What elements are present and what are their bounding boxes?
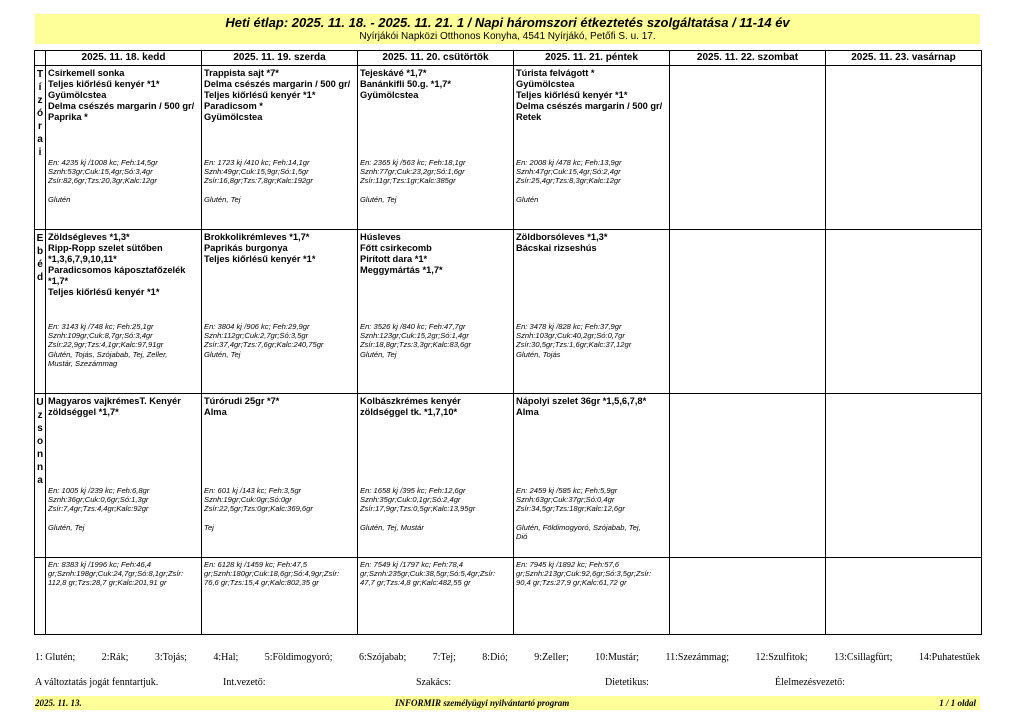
allergen-line: Glutén, Tej (360, 349, 397, 359)
nutrition-line: Sznh:123gr;Cuk:15,2gr;Só:1,4gr (360, 331, 469, 341)
food-item: Brokkolikrémleves *1,7* (204, 232, 310, 242)
day-header: 2025. 11. 23. vasárnap (826, 51, 982, 66)
meal-cell (826, 230, 982, 394)
nutrition-info (48, 486, 199, 532)
meal-cell (514, 394, 670, 558)
food-item: Banánkifli 50.g. *1,7* (360, 79, 451, 89)
corner-cell (35, 51, 46, 66)
day-header: 2025. 11. 20. csütörtök (358, 51, 514, 66)
meal-label-letter: é (37, 259, 43, 270)
allergen-legend-item: 9:Zeller; (534, 652, 569, 663)
nutrition-line: En: 601 kj /143 kc; Feh:3,5gr (204, 486, 302, 495)
food-item: Meggymártás *1,7* (360, 265, 443, 275)
nutrition-info (360, 158, 511, 204)
dietetikus-label: Dietetikus: (605, 677, 649, 688)
meal-cell (202, 66, 358, 230)
meal-label (35, 66, 46, 230)
meal-label-letter: z (37, 410, 43, 421)
nutrition-line: Sznh:63gr;Cuk:37gr;Só:0,4gr (516, 495, 615, 505)
allergen-line: Glutén, Tej (360, 194, 397, 204)
meal-cell (670, 230, 826, 394)
meal-label-letter: T (36, 69, 44, 80)
nutrition-line: En: 3478 kj /828 kc; Feh:37,9gr (516, 322, 622, 331)
nutrition-line: En: 1005 kj /239 kc; Feh:6,8gr (48, 486, 150, 495)
meal-label-letter: í (38, 82, 42, 93)
allergen-legend-item: 6:Szójabab; (359, 652, 407, 663)
food-item: Zöldségleves *1,3* (48, 232, 130, 242)
nutrition-info (204, 486, 355, 532)
meal-label-letter: a (37, 134, 43, 145)
meal-label-letter: z (37, 95, 43, 106)
food-item: Kolbászkrémes kenyér zöldséggel tk. *1,7,10* (360, 396, 461, 417)
page-footer (35, 696, 980, 710)
allergen-line: Glutén, Tej, Mustár (360, 522, 424, 532)
nutrition-line: Zsír:30,5gr;Tzs:1,6gr;Kalc:37,12gr (516, 340, 632, 350)
allergen-line: Glutén (516, 194, 539, 204)
food-item: Tejeskávé *1,7* (360, 68, 427, 78)
allergen-line: Glutén, Tej (48, 522, 85, 532)
daily-total-line: 47,7 gr;Tzs:4,8 gr;Kalc:482,55 gr (360, 578, 471, 588)
meal-label-letter: o (36, 436, 44, 447)
allergen-legend-item: 12:Szulfitok; (755, 652, 808, 663)
allergen-line: Glutén, Tojás (516, 349, 561, 359)
food-list (516, 396, 667, 418)
meal-cell (46, 394, 202, 558)
day-header: 2025. 11. 22. szombat (670, 51, 826, 66)
nutrition-line: Sznh:35gr;Cuk:0,1gr;Só:2,4gr (360, 495, 461, 505)
day-header: 2025. 11. 19. szerda (202, 51, 358, 66)
meal-cell (514, 230, 670, 394)
meal-label-letter: n (36, 449, 44, 460)
food-item: Csirkemell sonka (48, 68, 125, 78)
allergen-legend-item: 14:Puhatestűek (918, 652, 980, 663)
meal-row (35, 66, 982, 230)
meal-label-letter: s (37, 423, 43, 434)
food-item: Túrórudi 25gr *7* (204, 396, 280, 406)
weekly-menu-table (34, 50, 982, 635)
allergen-line: Glutén, Tej (204, 194, 241, 204)
day-header-row (35, 51, 982, 66)
food-item: Főtt csirkecomb (360, 243, 432, 253)
page-number: 1 / 1 oldal (939, 698, 976, 708)
allergen-legend-item: 2:Rák; (101, 652, 129, 663)
allergen-legend-item: 4:Hal; (213, 652, 239, 663)
nutrition-line: Sznh:49gr;Cuk:15,9gr;Só:1,5gr (204, 167, 309, 177)
meal-label-letter: ó (36, 108, 44, 119)
daily-total-line: 112,8 gr;Tzs:28,7 gr;Kalc:201,91 gr (48, 578, 167, 588)
daily-total-line: En: 7945 kj /1892 kc; Feh:57,6 (516, 560, 620, 569)
food-item: Teljes kiőrlésű kenyér *1* (48, 287, 160, 297)
nutrition-info (48, 158, 199, 204)
allergen-line: Glutén, Tej (204, 349, 241, 359)
allergen-legend (35, 652, 980, 663)
meal-label-letter: i (38, 147, 42, 158)
daily-total-line: En: 8383 kj /1996 kc; Feh:46,4 (48, 560, 152, 569)
food-item: Gyümölcstea (516, 79, 575, 89)
food-item: Paradicsomos káposztafőzelék *1,7* (48, 265, 186, 286)
nutrition-line: En: 3804 kj /906 kc; Feh:29,9gr (204, 322, 310, 331)
nutrition-line: Sznh:77gr;Cuk:23,2gr;Só:1,6gr (360, 167, 465, 177)
food-item: Túrista felvágott * (516, 68, 595, 78)
totals-label-cell (35, 558, 46, 635)
food-item: Nápolyi szelet 36gr *1,5,6,7,8* (516, 396, 647, 406)
daily-total-cell (358, 558, 514, 635)
nutrition-line: Sznh:47gr;Cuk:15,4gr;Só:2,4gr (516, 167, 621, 177)
nutrition-line: Zsír:22,5gr;Tzs:0gr;Kalc:369,6gr (204, 504, 313, 514)
food-list (48, 232, 199, 298)
food-item: Gyümölcstea (360, 90, 419, 100)
nutrition-line: Zsír:25,4gr;Tzs:8,3gr;Kalc:12gr (516, 176, 621, 186)
nutrition-info (48, 322, 199, 368)
meal-cell (514, 66, 670, 230)
menu-title: Heti étlap: 2025. 11. 18. - 2025. 11. 21. 1 / Napi háromszori étkeztetés szolgáltatása / 11-14 év (225, 15, 790, 30)
daily-total-line: gr;Sznh:235gr;Cuk:38,5gr;Só:5,4gr;Zsír: (360, 569, 496, 579)
signature-line (35, 677, 980, 691)
daily-total-line: gr;Sznh:180gr;Cuk:18,6gr;Só:4,9gr;Zsír: (204, 569, 340, 579)
meal-label-letter: a (37, 475, 43, 486)
meal-label-letter: b (36, 246, 44, 257)
nutrition-info (516, 486, 667, 541)
food-item: Magyaros vajkrémesT. Kenyér zöldséggel *1,7* (48, 396, 181, 417)
meal-label-letter: d (36, 272, 44, 283)
meal-label-letter: r (38, 121, 42, 132)
meal-cell (670, 66, 826, 230)
meal-cell (46, 230, 202, 394)
nutrition-line: En: 3526 kj /840 kc; Feh:47,7gr (360, 322, 466, 331)
meal-label-letter: U (36, 397, 44, 408)
daily-total-line: En: 6128 kj /1459 kc; Feh:47,5 (204, 560, 308, 569)
food-item: Teljes kiőrlésű kenyér *1* (48, 79, 160, 89)
meal-label (35, 230, 46, 394)
kitchen-address: Nyírjákói Napközi Otthonos Konyha, 4541 Nyírjákó, Petőfi S. u. 17. (359, 31, 656, 42)
daily-total-line: En: 7549 kj /1797 kc; Feh:78,4 (360, 560, 464, 569)
nutrition-line: En: 2459 kj /585 kc; Feh:5,9gr (516, 486, 618, 495)
int-vezeto-label: Int.vezető: (223, 677, 266, 688)
food-item: Delma csészés margarin / 500 gr/ (516, 101, 663, 111)
meal-cell (358, 394, 514, 558)
daily-total-cell (826, 558, 982, 635)
meal-cell (202, 394, 358, 558)
nutrition-line: Zsír:18,8gr;Tzs:3,3gr;Kalc:83,6gr (360, 340, 471, 350)
meal-label-letter: E (36, 233, 44, 244)
allergen-line: Glutén, Földimogyoró, Szójabab, Tej, (516, 522, 641, 532)
allergen-legend-item: 7:Tej; (432, 652, 456, 663)
food-list (48, 396, 199, 418)
food-list (204, 68, 355, 123)
food-item: Paprika * (48, 112, 88, 122)
food-item: Zöldborsóleves *1,3* (516, 232, 608, 242)
food-item: Teljes kiőrlésű kenyér *1* (204, 254, 316, 264)
nutrition-line: En: 2365 kj /563 kc; Feh:18,1gr (360, 158, 466, 167)
allergen-legend-item: 10:Mustár; (595, 652, 640, 663)
food-item: Alma (516, 407, 539, 417)
nutrition-line: Zsír:16,8gr;Tzs:7,8gr;Kalc:192gr (204, 176, 313, 186)
meal-row (35, 394, 982, 558)
food-item: Teljes kiőrlésű kenyér *1* (204, 90, 316, 100)
food-item: Bácskai rizseshús (516, 243, 597, 253)
allergen-legend-item: 5:Földimogyoró; (264, 652, 333, 663)
program-name: INFORMIR személyügyi nyilvántartó program (395, 698, 570, 708)
meal-cell (826, 394, 982, 558)
nutrition-line: Zsír:82,6gr;Tzs:20,3gr;Kalc:12gr (48, 176, 157, 186)
food-item: Pirított dara *1* (360, 254, 428, 264)
meal-label (35, 394, 46, 558)
food-list (204, 396, 355, 418)
nutrition-info (516, 322, 667, 359)
nutrition-line: Zsír:7,4gr;Tzs:4,4gr;Kalc:92gr (48, 504, 149, 514)
allergen-legend-item: 8:Dió; (482, 652, 508, 663)
daily-total-line: 76,6 gr;Tzs:15,4 gr;Kalc:802,35 gr (204, 578, 319, 588)
daily-total-cell (514, 558, 670, 635)
day-header: 2025. 11. 18. kedd (46, 51, 202, 66)
allergen-legend-item: 1: Glutén; (35, 652, 76, 663)
food-item: Delma csészés margarin / 500 gr/ (204, 79, 351, 89)
nutrition-info (360, 322, 511, 359)
nutrition-info (360, 486, 511, 532)
food-list (516, 232, 667, 254)
nutrition-line: Zsír:22,9gr;Tzs:4,1gr;Kalc:97,91gr (48, 340, 164, 350)
nutrition-line: Sznh:53gr;Cuk:15,4gr;Só:3,4gr (48, 167, 153, 177)
daily-total-line: 90,4 gr;Tzs:27,9 gr;Kalc:61,72 gr (516, 578, 627, 588)
menu-header (35, 14, 980, 44)
nutrition-line: Sznh:36gr;Cuk:0,6gr;Só:1,3gr (48, 495, 149, 505)
nutrition-line: Sznh:19gr;Cuk:0gr;Só:0gr (204, 495, 292, 505)
allergen-line: Glutén, Tojás, Szójabab, Tej, Zeller, (48, 349, 168, 359)
food-item: Teljes kiőrlésű kenyér *1* (516, 90, 628, 100)
daily-total-cell (202, 558, 358, 635)
allergen-legend-item: 13:Csillagfürt; (834, 652, 893, 663)
nutrition-line: Zsír:37,4gr;Tzs:7,6gr;Kalc:240,75gr (204, 340, 324, 350)
meal-cell (358, 66, 514, 230)
meal-cell (358, 230, 514, 394)
nutrition-line: Sznh:109gr;Cuk:8,7gr;Só:3,4gr (48, 331, 153, 341)
food-item: Húsleves (360, 232, 401, 242)
food-list (360, 396, 511, 418)
nutrition-info (204, 322, 355, 359)
food-item: Gyümölcstea (48, 90, 107, 100)
food-list (204, 232, 355, 265)
allergen-legend-item: 3:Tojás; (154, 652, 187, 663)
allergen-line: Mustár, Szezámmag (48, 358, 118, 368)
print-date: 2025. 11. 13. (35, 698, 82, 708)
meal-cell (46, 66, 202, 230)
nutrition-line: Sznh:112gr;Cuk:2,7gr;Só:3,5gr (204, 331, 309, 341)
nutrition-line: Sznh:103gr;Cuk:40,2gr;Só:0,7gr (516, 331, 625, 341)
food-item: Paradicsom * (204, 101, 263, 111)
allergen-line: Dió (516, 531, 528, 541)
meal-row (35, 230, 982, 394)
daily-total-cell (46, 558, 202, 635)
nutrition-line: En: 2008 kj /478 kc; Feh:13,9gr (516, 158, 622, 167)
meal-cell (670, 394, 826, 558)
daily-totals-row (35, 558, 982, 635)
nutrition-info (204, 158, 355, 204)
food-list (48, 68, 199, 123)
daily-total-line: gr;Sznh:198gr;Cuk:24,7gr;Só:8,1gr;Zsír: (48, 569, 184, 579)
food-item: Retek (516, 112, 542, 122)
food-item: Delma csészés margarin / 500 gr/ (48, 101, 195, 111)
meal-cell (202, 230, 358, 394)
meal-label-letter: n (36, 462, 44, 473)
nutrition-line: Zsír:34,5gr;Tzs:18gr;Kalc:12,6gr (516, 504, 625, 514)
meal-cell (826, 66, 982, 230)
food-list (360, 232, 511, 276)
daily-total-cell (670, 558, 826, 635)
szakacs-label: Szakács: (416, 677, 451, 688)
food-list (360, 68, 511, 101)
day-header: 2025. 11. 21. péntek (514, 51, 670, 66)
daily-total-line: gr;Sznh:213gr;Cuk:92,6gr;Só:3,5gr;Zsír: (516, 569, 652, 579)
rights-note: A változtatás jogát fenntartjuk. (35, 677, 159, 688)
elelmezesvezeto-label: Élelmezésvezető: (775, 677, 845, 688)
nutrition-line: En: 1723 kj /410 kc; Feh:14,1gr (204, 158, 310, 167)
nutrition-line: En: 3143 kj /748 kc; Feh:25,1gr (48, 322, 154, 331)
food-list (516, 68, 667, 123)
nutrition-line: Zsír:17,9gr;Tzs:0,5gr;Kalc:13,95gr (360, 504, 476, 514)
nutrition-info (516, 158, 667, 204)
food-item: Paprikás burgonya (204, 243, 288, 253)
food-item: Gyümölcstea (204, 112, 263, 122)
food-item: Alma (204, 407, 227, 417)
allergen-line: Glutén (48, 194, 71, 204)
nutrition-line: En: 4235 kj /1008 kc; Feh:14,5gr (48, 158, 158, 167)
allergen-line: Tej (204, 522, 214, 532)
food-item: Ripp-Ropp szelet sütőben *1,3,6,7,9,10,11* (48, 243, 163, 264)
nutrition-line: Zsír:11gr;Tzs:1gr;Kalc:385gr (360, 176, 456, 186)
allergen-legend-item: 11:Szezámmag; (665, 652, 729, 663)
nutrition-line: En: 1658 kj /395 kc; Feh:12,6gr (360, 486, 466, 495)
food-item: Trappista sajt *7* (204, 68, 279, 78)
